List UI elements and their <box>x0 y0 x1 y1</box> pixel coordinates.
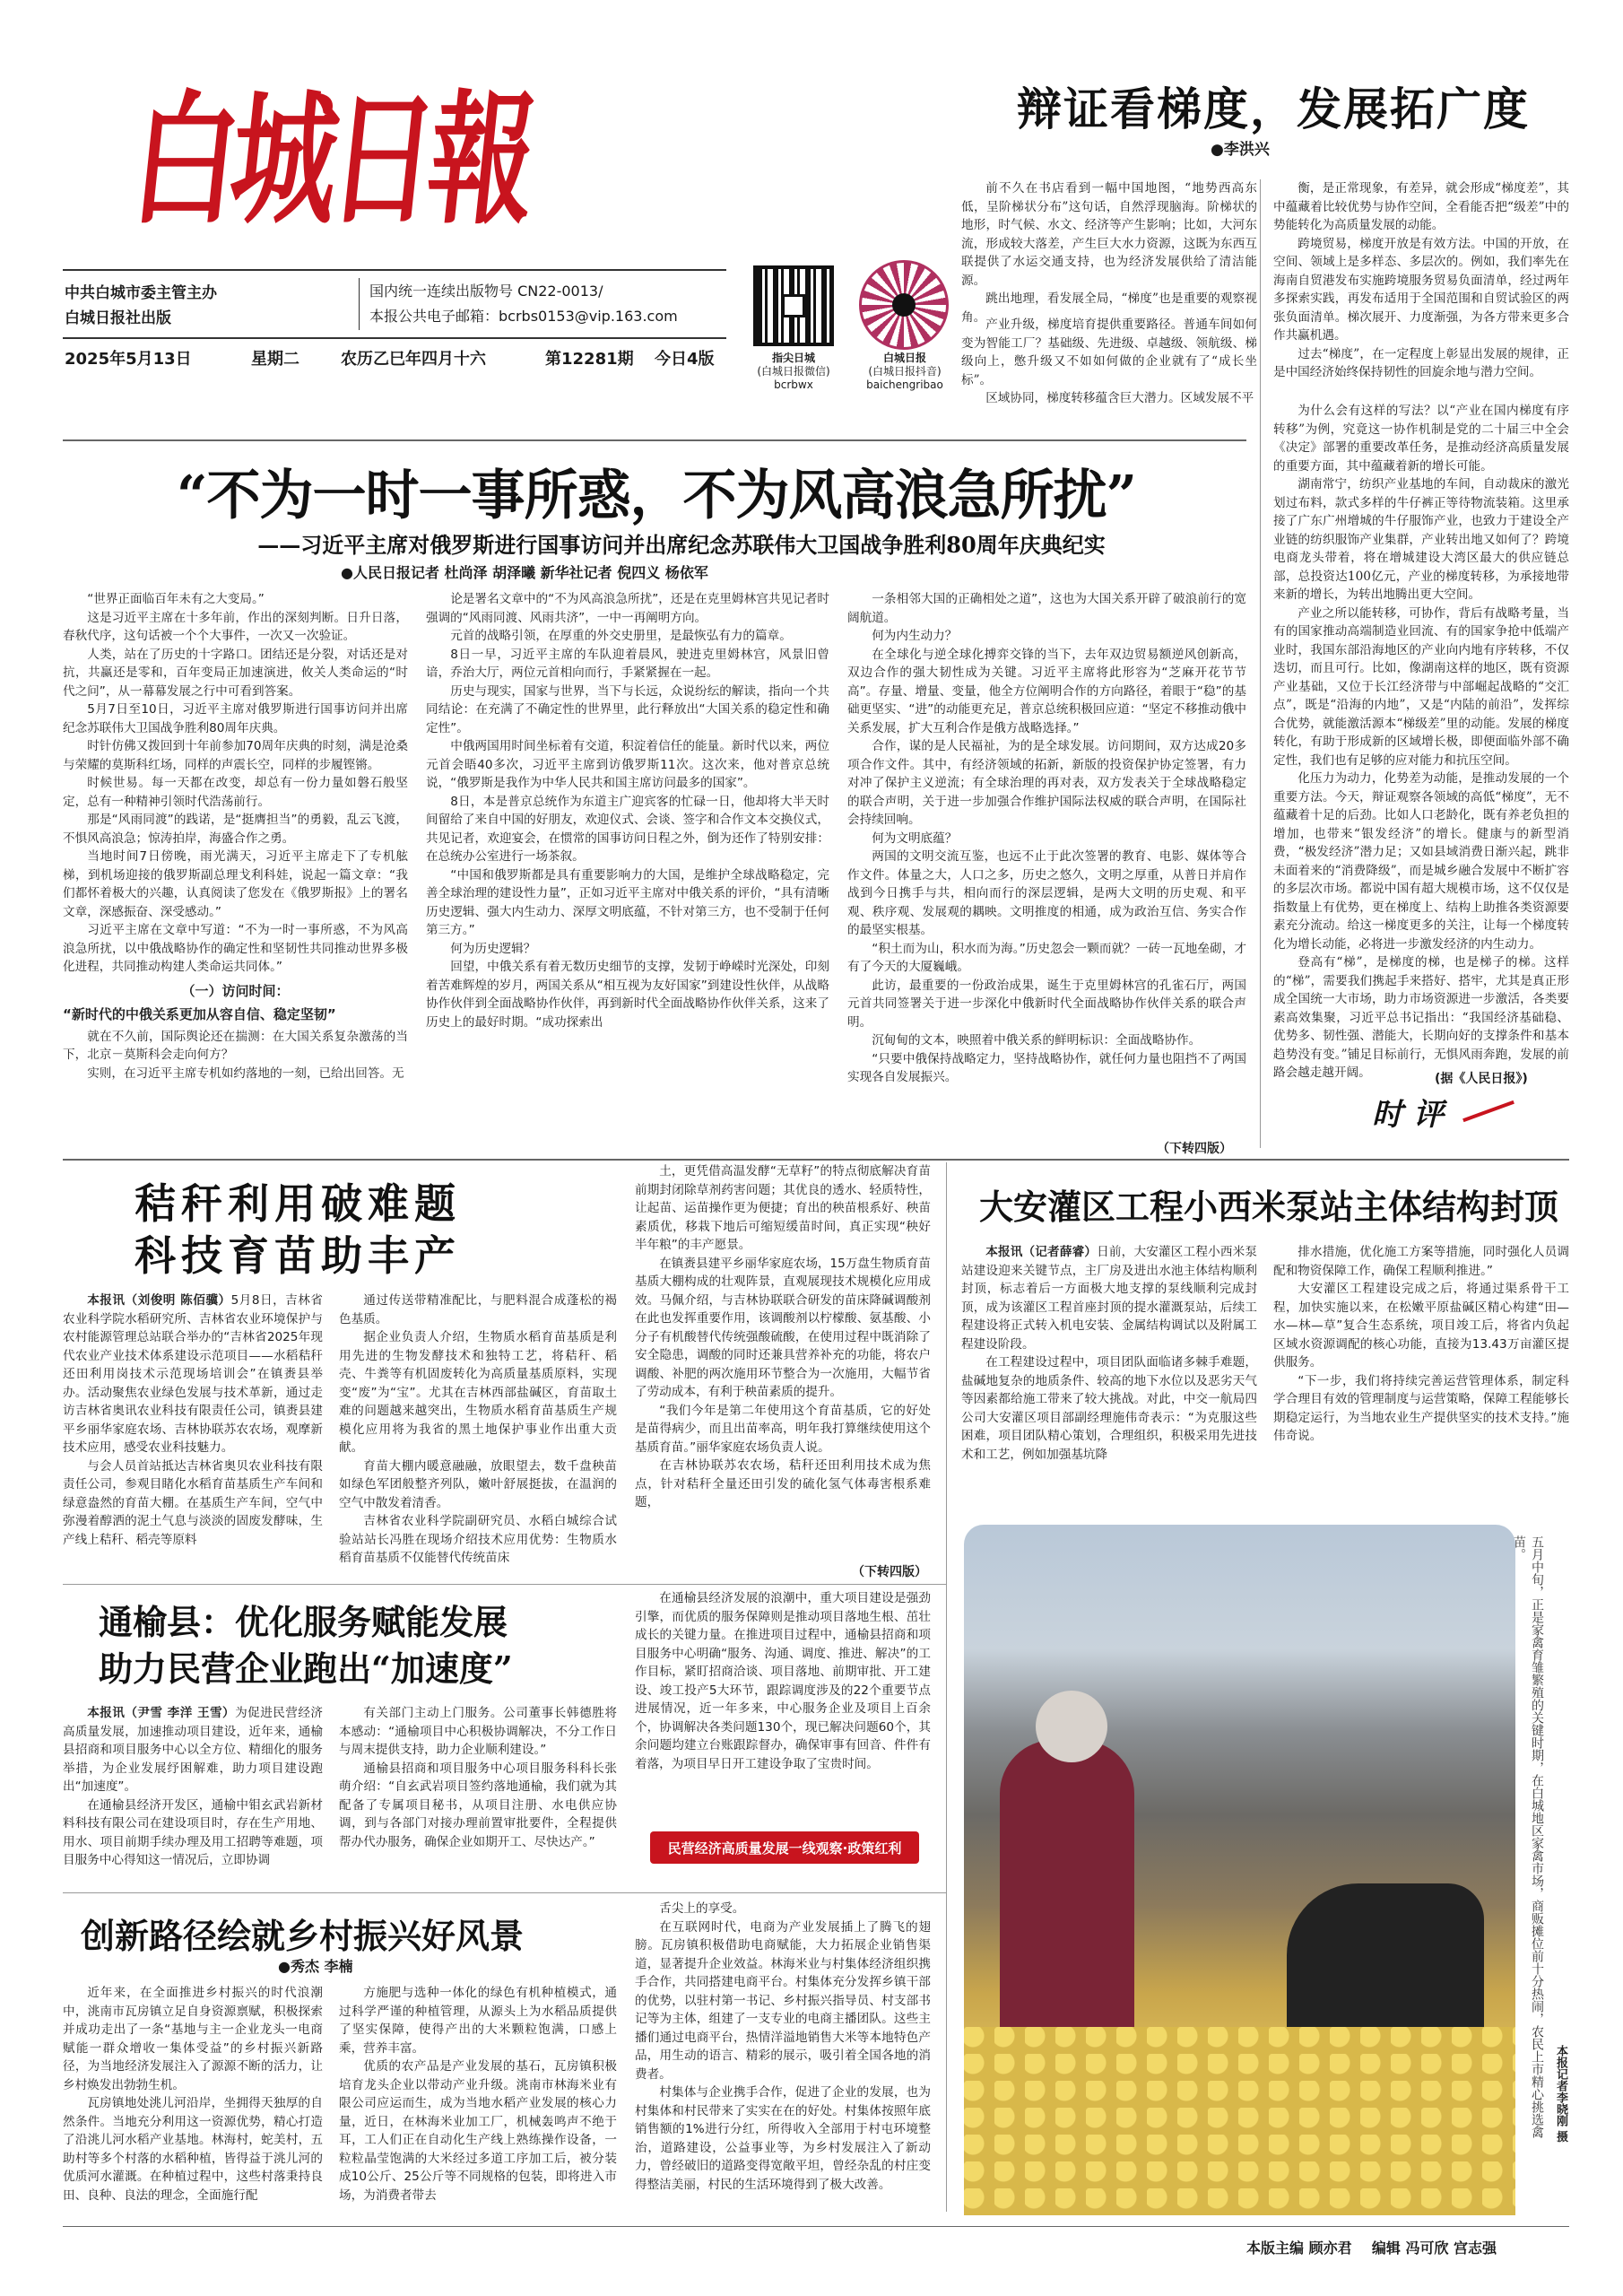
lead-subhead-1: （一）访问时间： <box>181 982 290 999</box>
editorial-col1: 前不久在书店看到一幅中国地图，“地势西高东低，呈阶梯状分布”这句话，自然浮现脑海。阶梯状的地形，时气候、水文、经济等产生影响；比如，大河东流，形成较大落差，产生巨大水力资源，这既为东西互联提供了水运交通支持，也为经济发展供给了清洁能源。 跳出地理，看发展全局，“梯度”也是重要的观察视角。 <box>961 181 1257 325</box>
straw-col3: 土，更凭借高温发酵“无草籽”的特点彻底解决育苗前期封闭除草剂药害问题；其优良的透水、轻质特性，让起苗、运苗操作更为便捷；育出的秧苗根系好、秧苗素质优，移栽下地后可缩短缓苗时间，真正实现“秧好半年粮”的丰产愿景。 在镇赉县建平乡丽华家庭农场，15万盘生物质育苗基质大棚构成的壮观阵景，直观展现技术规模化应用成效。马佩介绍，与吉林协联联合研发的苗床降碱调酸剂在此也发挥重要作用，该调酸剂以柠檬酸、氨基酸、小分子有机酸替代传统强酸硫酸，在使用过程中既消除了安全隐患，调酸的同时还兼具营养补充的功能，将农户调酸、补肥的两次施用环节整合为一次施用，大幅节省了劳动成本，有利于秧苗素质的提升。 “我们今年是第二年使用这个育苗基质，它的好处是苗得病少，而且出苗率高，明年我打算继续使用这个基质育苗。”丽华家庭农场负责人说。 在吉林协联苏农农场，秸秆还田利用技术成为焦点，针对秸秆全量还田引发的硫化氢气体毒害根系难题， <box>635 1164 931 1509</box>
qr-code-douyin[interactable] <box>859 260 949 350</box>
rural-byline: ●秀杰 李楠 <box>278 1958 353 1975</box>
straw-title-1: 秸秆利用破难题 <box>135 1179 461 1228</box>
rural-col2: 方施肥与选种一体化的绿色有机种植模式，通过科学严谨的种植管理，从源头上为水稻品质提供了坚实保障，使得产出的大米颗粒饱满，口感上乘，营养丰富。 优质的农产品是产业发展的基石，瓦房镇积极培育龙头企业以带动产业升级。洮南市林海米业有限公司应运而生，成为当地水稻产业发展的核心力量，近日，在林海米业加工厂，机械轰鸣声不绝于耳，工人们正在自动化生产线上熟练操作设备，一粒粒晶莹饱满的大米经过多道工序加工后，被分装成10公斤、25公斤等不同规格的包装，即将进入市场，为消费者带去 <box>339 1986 617 2203</box>
lead-byline: ●人民日报记者 杜尚泽 胡泽曦 新华社记者 倪四义 杨依军 <box>341 564 708 581</box>
tongyu-banner: 民营经济高质量发展一线观察·政策红利 <box>650 1831 919 1864</box>
masthead-logo <box>124 45 537 251</box>
woman-headscarf <box>1036 1691 1107 1762</box>
email: 本报公共电子邮箱：bcrbs0153@vip.163.com <box>369 308 678 325</box>
qr-code-wechat[interactable] <box>753 265 834 346</box>
ducklings <box>964 2027 1515 2215</box>
irrigation-title: 大安灌区工程小西米泵站主体结构封顶 <box>978 1187 1558 1227</box>
tongyu-title-2: 助力民营企业跑出“加速度” <box>99 1648 513 1689</box>
straw-col1: 本报讯（刘俊明 陈佰骥）5月8日，吉林省农业科学院水稻研究所、吉林省农业环境保护与农村能源管理总站联合举办的“吉林省2025年现代农业产业技术体系建设示范项目——水稻秸秆还田利用岗技术示范现场培训会”在镇赉县举办。活动聚焦农业绿色发展与技术革新，通过走访吉林省奥讯农业科技有限责任公司，镇赉县建平乡丽华家庭农场、吉林协联苏农农场，观摩新技术应用，感受农业科技魅力。 与会人员首站抵达吉林省奥贝农业科技有限责任公司，参观目睹化水稻育苗基质生产车间和绿意盎然的育苗大棚。在基质生产车间，空气中弥漫着醇洒的泥土气息与淡淡的固废发酵味，生产线上秸秆、稻壳等原料 <box>63 1293 323 1547</box>
editorial-col3: 衡，是正常现象，有差异，就会形成“梯度差”，其中蕴藏着比较优势与协作空间，全看能否把“级差”中的势能转化为高质量发展的动能。 跨境贸易，梯度开放是有效方法。中国的开放，在空间、领域上是多样态、多层次的。例如，我们率先在海南自贸港发布实施跨境服务贸易负面清单，经过两年多探索实践，再发布适用于全国范围和自贸试验区的两张负面清单。梯次展开、力度渐强，为各方带来更多合作共赢机遇。 过去“梯度”，在一定程度上彰显出发展的规律，正是中国经济始终保持韧性的回旋余地与潜力空间。 <box>1273 181 1569 379</box>
straw-continued[interactable]: （下转四版） <box>852 1565 927 1579</box>
rural-title: 创新路径绘就乡村振兴好风景 <box>81 1916 525 1956</box>
lead-continued[interactable]: （下转四版） <box>1157 1142 1232 1156</box>
tongyu-col1: 本报讯（尹雪 李洋 王雪）为促进民营经济高质量发展，加速推动项目建设，近年来，通榆县招商和项目服务中心以全方位、精细化的服务举措，为企业发展纾困解难，助力项目建设跑出“加速度”。 在通榆县经济开发区，通榆中钼玄武岩新材料科技有限公司在建设项目时，存在生产用地、用水、项目前期手续办理及用工招聘等难题，项目服务中心得知这一情况后，立即协调 <box>63 1706 323 1867</box>
tongyu-title-1: 通榆县：优化服务赋能发展 <box>99 1602 508 1642</box>
rural-col3: 舌尖上的享受。 在互联网时代，电商为产业发展插上了腾飞的翅膀。瓦房镇积极借助电商赋能，大力拓展企业销售渠道，显著提升企业效益。林海米业与村集体经济组织携手合作，共同搭建电商平台。村集体充分发挥乡镇干部的优势，以驻村第一书记、乡村振兴指导员、村支部书记等为主体，组建了一支专业的电商主播团队。这些主播们通过电商平台，热情洋溢地销售大米等本地特色产品，用生动的语言、精彩的展示，吸引着全国各地的消费者。 村集体与企业携手合作，促进了企业的发展，也为村集体和村民带来了实实在在的好处。村集体按照年底销售额的1%进行分红，所得收入全部用于村屯环境整治，道路建设，公益事业等，为乡村发展注入了新动力，曾经破旧的道路变得宽敞平坦，曾经杂乱的村庄变得整洁美丽，村民的生活环境得到了极大改善。 <box>635 1901 931 2192</box>
qr-douyin-label: 白城日报 (白城日报抖音) baichengribao <box>866 352 943 391</box>
lunar-date: 农历乙巳年四月十六 <box>341 350 486 369</box>
page-count: 今日4版 <box>655 350 715 369</box>
rural-col1: 近年来，在全面推进乡村振兴的时代浪潮中，洮南市瓦房镇立足自身资源禀赋，积极探索并成功走出了一条“基地与主一企业龙头一电商赋能一群众增收一集体受益”的乡村振兴新路径，为当地经济发展注入了源源不断的活力，让乡村焕发出勃勃生机。 瓦房镇地处洮儿河沿岸，坐拥得天独厚的自然条件。当地充分利用这一资源优势，精心打造了沿洮儿河水稻产业基地。林海村，蛇美村，五助村等多个村落的水稻种植，皆得益于洮儿河的优质河水灌溉。在种植过程中，这些村落秉持良田、良种、良法的理念，全面施行配 <box>63 1986 323 2203</box>
qr-wechat-label: 指尖日城 (白城日报微信) bcrbwx <box>757 352 830 391</box>
column-label-badge: 时 评 <box>1372 1090 1506 1133</box>
straw-col2: 通过传送带精准配比，与肥料混合成蓬松的褐色基质。 据企业负责人介绍，生物质水稻育苗基质是利用先进的生物发酵技术和独特工艺，将秸秆、稻壳、牛粪等有机固废转化为高质量基质原料，实现变“废”为“宝”。尤其在吉林西部盐碱区，育苗取土难的问题越来越突出，生物质水稻育苗基质生产规模化应用将为我省的黑土地保护事业作出重大贡献。 育苗大棚内暖意融融，放眼望去，数千盘秧苗如绿色军团般整齐列队，嫩叶舒展挺拔，在温润的空气中散发着清香。 吉林省农业科学院副研究员、水稻白城综合试验站站长冯胜在现场介绍技术应用优势：生物质水稻育苗基质不仅能替代传统苗床 <box>339 1293 617 1565</box>
lead-col2: 论是署名文章中的“不为风高浪急所扰”，还是在克里姆林宫共见记者时强调的“风雨同渡、风雨共济”，一中一再阐明方向。 元首的战略引领，在厚重的外交史册里，是最恢弘有力的篇章。 8日一早，习近平主席的车队迎着晨风，驶进克里姆林宫，风景旧曾谙，乔治大厅，两位元首相向而行，手紧紧握在一起。 历史与现实，国家与世界，当下与长远，众说纷纭的解读，指向一个共同结论：在充满了不确定性的世界里，此行释放出“大国关系的稳定性和确定性”。 中俄两国用时间坐标着有交道，积淀着信任的能量。新时代以来，两位元首会晤40多次，习近平主席到访俄罗斯11次。这次来，他对普京总统说，“俄罗斯是我作为中华人民共和国主席访问最多的国家”。 8日，本是普京总统作为东道主广迎宾客的忙碌一日，他却将大半天时间留给了来自中国的好朋友，欢迎仪式、会谈、签字和合作文本交换仪式，共见记者，欢迎宴会，在惯常的国事访问日程之外，倒为还作了特别安排：在总统办公室进行一场茶叙。 “中国和俄罗斯都是具有重要影响力的大国，是维护全球战略稳定，完善全球治理的建设性力量”，正如习近平主席对中俄关系的评价，“具有清晰历史逻辑、强大内生动力、深厚文明底蕴，不针对第三方，也不受制于任何第三方。” 何为历史逻辑？ 回望，中俄关系有着无数历史细节的支撑，发韧于峥嵘时光深处，印刻着苦难辉煌的岁月，两国关系从“相互视为友好国家”到建设性伙伴，从战略协作伙伴到全面战略协作伙伴，再到新时代全面战略协作伙伴关系，这来了历史上的最好时期。“成功探索出 <box>426 592 829 1030</box>
lead-col1: “世界正面临百年未有之大变局。” 这是习近平主席在十多年前，作出的深刻判断。日升日落，春秋代序，这句话被一个个大事件，一次又一次验证。 人类，站在了历史的十字路口。团结还是分裂，对话还是对抗，共赢还是零和，百年变局正加速演进，攸关人类命运的“时代之问”，从一幕幕发展之行中可看到答案。 5月7日至10日，习近平主席对俄罗斯进行国事访问并出席纪念苏联伟大卫国战争胜利80周年庆典。 时针仿佛又拨回到十年前参加70周年庆典的时刻，满是沧桑与荣耀的莫斯科红场，同样的声震长空，同样的步履铿锵。 时候世易。每一天都在改变，却总有一份力量如磐石般坚定，总有一种精神引领时代浩荡前行。 那是“风雨同渡”的践诺，是“挺膺担当”的勇毅，乱云飞渡，不惧风高浪急；惊涛拍岸，海盛合作之勇。 当地时间7日傍晚，雨光满天，习近平主席走下了专机舷梯，到机场迎接的俄罗斯副总理戈利科娃，说起一篇文章：“我们都怀着极大的兴趣，认真阅读了您发在《俄罗斯报》上的署名文章，深感振奋、深受感动。” 习近平主席在文章中写道：“不为一时一事所惑，不为风高浪急所扰，以中俄战略协作的确定性和坚韧性共同推动世界多极化进程，共同推动构建人类命运共同体。” （一）访问时间： “新时代的中俄关系更加从容自信、稳定坚韧” 就在不久前，国际舆论还在揣测：在大国关系复杂激荡的当下，北京－莫斯科会走向何方？ 实则，在习近平主席专机如约落地的一刻，已给出回答。无 <box>63 592 408 1081</box>
tongyu-col3: 在通榆县经济发展的浪潮中，重大项目建设是强劲引擎，而优质的服务保障则是推动项目落地生根、茁壮成长的关键力量。在推进项目过程中，通榆县招商和项目服务中心明确“服务、沟通、调度、推进、解决”的工作目标，紧盯招商洽谈、项目落地、前期审批、开工建设、竣工投产5大环节，跟踪调度涉及的22个重要节点进展情况，近一年多来，中心服务企业及项目上百余个，协调解决各类问题130个，现已解决问题60个，其余问题均建立台账跟踪督办，确保审事有回音、件件有着落，为项目早日开工建设争取了宝贵时间。 <box>635 1591 931 1771</box>
lead-subhead-1-text: “新时代的中俄关系更加从容自信、稳定坚韧” <box>63 1006 336 1022</box>
sponsor-line1: 中共白城市委主管主办 <box>65 284 217 302</box>
editorial-col4: 为什么会有这样的写法？以“产业在国内梯度有序转移”为例，究竟这一协作机制是党的二十届三中全会《决定》部署的重要改革任务，是推动经济高质量发展的重要方面，其中蕴藏着新的增长可能。 湖南常宁，纺织产业基地的车间，自动裁床的激光划过布料，款式多样的牛仔裤正等待物流装箱。这里承接了广东广州增城的牛仔服饰产业，也致力于建设全产业链的纺织服饰产业集群，产业转出地又如何了？跨境电商龙头带着，将在增城建设大湾区最大的供应链总部，总投资达100亿元，产业的梯度转移，为承接地带来新的增长，为转出地腾出更大空间。 产业之所以能转移，可协作，背后有战略考量，当有的国家推动高端制造业回流、有的国家争抢中低端产业时，我国东部沿海地区的产业向内地有序转移，不仅迭切，而且可行。比如，像湖南这样的地区，既有资源产业基础，又位于长江经济带与中部崛起战略的“交汇点”，既是“沿海的内地”，又是“内陆的前沿”，发挥综合优势，就能激活源本“梯级差”里的动能。发展的梯度转化，有助于形成新的区域增长极，即便面临外部不确定性，我们也有足够的应对能力和抗压空间。 化压力为动力，化势差为动能，是推动发展的一个重要方法。今天，辩证观察各领域的高低“梯度”，无不蕴藏着十足的后劲。比如人口老龄化，既有养老负担的增加，也带来“银发经济”的增长。健康与的新型消费，“极发经济”潜力足；又如县域消费日渐兴起，跳非未面着来的“消费降级”，而是城乡融合发展中不断扩容的多层次市场。都说中国有超大规模市场，这不仅仅是指数量上有优势，更在梯度上、结构上助推各类资源要素充分流动。给这一梯度更多的关注，让每一个梯度转化为增长动能，必将进一步激发经济的内生动力。 登高有“梯”，是梯度的梯，也是梯子的梯。这样的“梯”，需要我们携起手来搭好、搭牢，尤其是真正形成全国统一大市场，助力市场资源进一步激活，各类要素高效集聚，习近平总书记指出：“我国经济基础稳、优势多、韧性强、潜能大，长期向好的支撑条件和基本趋势没有变。”铺足目标前行，无惧风雨奔跑，发展的前路会越走越开阔。 <box>1273 404 1569 1080</box>
masthead-info-block <box>63 269 726 377</box>
page-footer: 本版主编 顾亦君 编辑 冯可欣 宫志强 <box>1246 2239 1497 2257</box>
woman-figure <box>1000 1740 1134 2045</box>
sponsor-line2: 白城日报社出版 <box>65 309 171 327</box>
logo-text: 白城日報 <box>124 75 537 244</box>
market-photo <box>964 1525 1515 2215</box>
issue-date: 2025年5月13日 <box>65 350 192 369</box>
lead-title: “不为一时一事所惑，不为风高浪急所扰” <box>176 465 1137 527</box>
irrigation-col1: 本报讯（记者薛睿）日前，大安灌区工程小西米泵站建设迎来关键节点，主厂房及进出水池主体结构顺利封顶，标志着后一方面极大地支撑的泵线顺利完成封顶，成为该灌区工程首座封顶的提水灌溉泵站，后续工程建设将正式转入机电安装、金属结构调试以及附属工程建设阶段。 在工程建设过程中，项目团队面临诸多棘手难题，盐碱地复杂的地质条件、较高的地下水位以及恶劣天气等因素都给施工带来了较大挑战。对此，中交一航局四公司大安灌区项目部副经理施伟奇表示：“为克服这些困难，项目团队精心策划，合理组织，积极采用先进技术和工艺，例如加强基坑降 <box>961 1245 1258 1462</box>
irrigation-col2: 排水措施，优化施工方案等措施，同时强化人员调配和物资保障工作，确保工程顺利推进。” 大安灌区工程建设完成之后，将通过渠系骨干工程，加快实施以来，在松嫩平原盐碱区精心构建“田—水—林—草”复合生态系统，项目竣工后，将省内负起区域水资源调配的核心功能，直接为13.43万亩灌区提供服务。 “下一步，我们将持续完善运营管理体系，制定科学合理目有效的管理制度与运营策略，保障工程能够长期稳定运行，为当地农业生产提供坚实的技术支持。”施伟奇说。 <box>1273 1245 1569 1443</box>
editorial-col2: 产业升级，梯度培育提供重要路径。普通车间如何变为智能工厂？基础级、先进级、卓越级、领航级、梯级向上，憋升级又不如如何做的企业就有了“成长坐标”。 区域协同，梯度转移蕴含巨大潜力。区域发展不平 <box>961 317 1257 405</box>
editorial-title: 辩证看梯度，发展拓广度 <box>1017 83 1530 135</box>
weekday: 星期二 <box>251 350 299 369</box>
photo-caption: 五月中旬，正是家禽育雏繁殖的关键时期，在白城地区家禽市场，商贩摊位前十分热闹，农民上市精心挑选禽苗。 <box>1512 1535 1544 2138</box>
photo-credit: 本报记者李晓刚 摄 <box>1554 2045 1567 2143</box>
lead-subtitle: ——习近平主席对俄罗斯进行国事访问并出席纪念苏联伟大卫国战争胜利80周年庆典纪实 <box>257 532 1106 558</box>
tongyu-col2: 有关部门主动上门服务。公司董事长韩德胜将本感动：“通榆项目中心积极协调解决，不分工作日与周末提供支持，助力企业顺利建设。” 通榆县招商和项目服务中心项目服务科科长张萌介绍：“自玄武岩项目签约落地通榆，我们就为其配备了专属项目秘书，从项目注册、水电供应协调，到与各部门对接办理前置审批要件，全程提供帮办代办服务，确保企业如期开工、尽快达产。” <box>339 1706 617 1849</box>
issue-number: 第12281期 <box>545 350 634 369</box>
straw-title-2: 科技育苗助丰产 <box>135 1231 461 1280</box>
editorial-author: ●李洪兴 <box>1211 141 1270 159</box>
lead-subhead-2: 何为历史逻辑？ <box>450 941 536 956</box>
editorial-source: (据《人民日报》) <box>1435 1072 1528 1086</box>
lead-col3: 一条相邻大国的正确相处之道”，这也为大国关系开辟了破浪前行的宽阔航道。 何为内生动力？ 在全球化与逆全球化搏弈交锋的当下，去年双边贸易额逆风创新高，双边合作的强大韧性成为关键。习近平主席将此形容为“芝麻开花节节高”。存量、增量、变量，他全方位阐明合作的方向路径，着眼于“稳”的基础更坚实、“进”的动能更充足，普京总统积极回应道：“坚定不移推动俄中关系发展，扩大互利合作是俄方战略选择。” 合作，谋的是人民福祉，为的是全球发展。访问期间，双方达成20多项合作文件。其中，有经济领域的拓新，新版的投资保护协定签署，有力对冲了保护主义逆流；有全球治理的再对表，双方发表关于全球战略稳定的联合声明，关于进一步加强合作维护国际法权威的联合声明，在国际社会持续回响。 何为文明底蕴？ 两国的文明交流互鉴，也远不止于此次签署的教育、电影、媒体等合作文件。体量之大，人口之多，历史之悠久，文明之厚重，从普日并肩作战到今日携手与共，相向而行的深层逻辑，是两大文明的历史观、和平观、秩序观、发展观的耦映。文明推度的相通，成为政治互信、务实合作的最坚实根基。 “积土而为山，积水而为海。”历史忽会一颗而就？一砖一瓦地垒砌，才有了今天的大厦巍峨。 此访，最重要的一份政治成果，诞生于克里姆林宫的孔雀石厅，两国元首共同签署关于进一步深化中俄新时代全面战略协作伙伴关系的联合声明。 沉甸甸的文本，映照着中俄关系的鲜明标识：全面战略协作。 “只要中俄保持战略定力，坚持战略协作，就任何力量也阻挡不了两国实现各自发展振兴。 <box>847 592 1246 1084</box>
cn-number: 国内统一连续出版物号 CN22-0013/ <box>369 283 603 300</box>
